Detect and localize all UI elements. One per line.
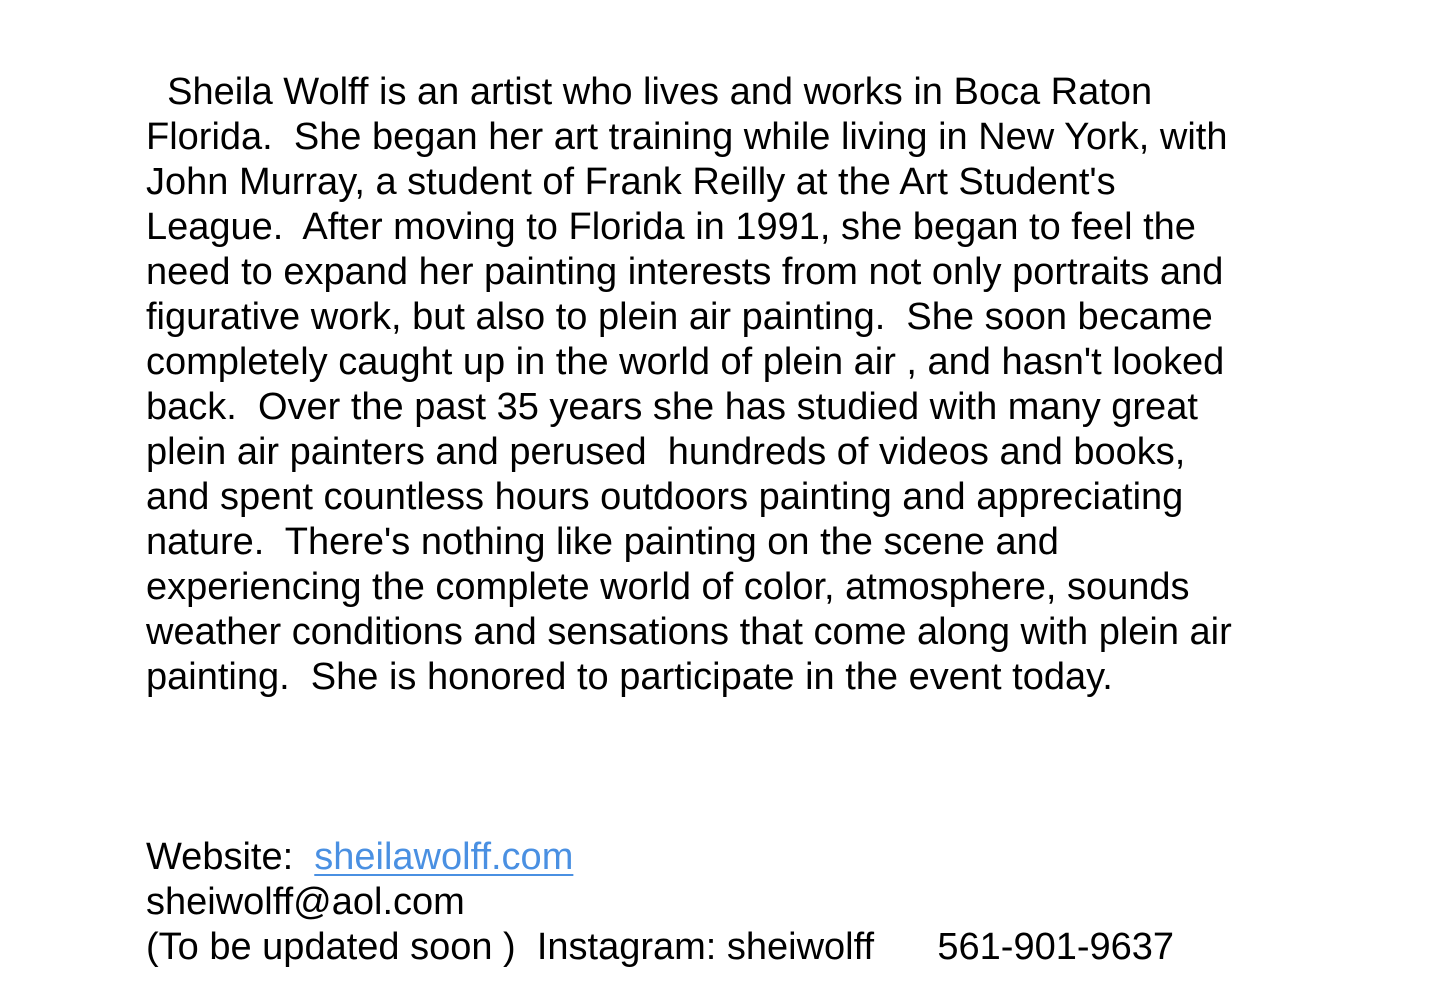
bio-line: figurative work, but also to plein air painting. She soon became <box>146 296 1213 338</box>
bio-line: need to expand her painting interests from not only portraits and <box>146 251 1224 293</box>
spacer <box>146 700 1306 835</box>
contact-section <box>146 835 1306 970</box>
bio-line: John Murray, a student of Frank Reilly at the Art Student's <box>146 161 1116 203</box>
email-text: sheiwolff@aol.com <box>146 881 465 923</box>
bio-line: Sheila Wolff is an artist who lives and works in Boca Raton <box>146 71 1153 113</box>
bio-line: painting. She is honored to participate in the event today. <box>146 656 1113 698</box>
website-label: Website: <box>146 836 315 878</box>
bio-line: League. After moving to Florida in 1991, she began to feel the <box>146 206 1196 248</box>
website-line <box>146 835 1306 880</box>
bio-line: completely caught up in the world of plein air , and hasn't looked <box>146 341 1225 383</box>
bio-line: Florida. She began her art training while living in New York, with <box>146 116 1228 158</box>
document-page <box>146 70 1306 970</box>
footer-line: (To be updated soon ) Instagram: sheiwolff 561-901-9637 <box>146 926 1175 968</box>
website-link[interactable]: sheilawolff.com <box>314 836 574 878</box>
bio-line: weather conditions and sensations that come along with plein air <box>146 611 1232 653</box>
bio-line: and spent countless hours outdoors painting and appreciating <box>146 476 1184 518</box>
bio-line: plein air painters and perused hundreds of videos and books, <box>146 431 1186 473</box>
bio-paragraph <box>146 70 1306 700</box>
bio-line: experiencing the complete world of color, atmosphere, sounds <box>146 566 1190 608</box>
bio-line: back. Over the past 35 years she has studied with many great <box>146 386 1198 428</box>
bio-line: nature. There's nothing like painting on the scene and <box>146 521 1059 563</box>
